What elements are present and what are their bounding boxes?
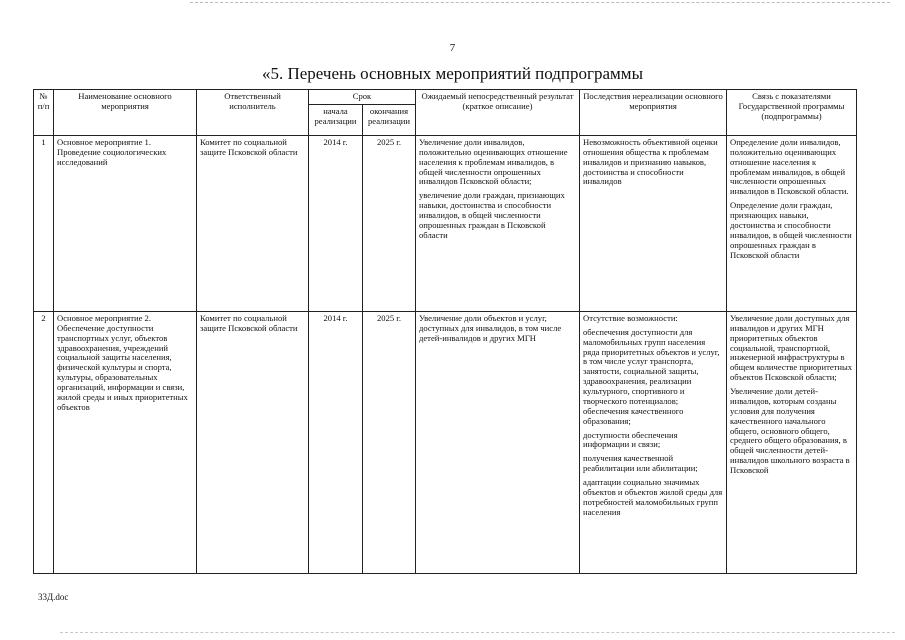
- link-paragraph: Увеличение доли детей-инвалидов, которым созданы условия для получения качественного начального общего, основного общего, среднего общего образования, в общей численности детей-инвалидов школьного возраста в Псковской: [730, 386, 850, 475]
- header-term-end: окончания реализации: [363, 104, 416, 135]
- row-result: [416, 135, 580, 311]
- header-term-start: начала реализации: [309, 104, 363, 135]
- page-title: «5. Перечень основных мероприятий подпрограммы: [261, 64, 643, 83]
- consequence-paragraph: Отсутствие возможности:: [583, 312, 678, 323]
- link-paragraph: Увеличение доли доступных для инвалидов и других МГН приоритетных объектов социальной, транспортной, инженерной инфраструктуры в общем количестве приоритетных объектов Псковской области;: [730, 312, 853, 383]
- row-start: 2014 г.: [309, 135, 363, 311]
- row-start: 2014 г.: [309, 311, 363, 573]
- consequence-paragraph: получения качественной реабилитации или абилитации;: [583, 453, 698, 474]
- header-executor: Ответственный исполнитель: [197, 90, 309, 136]
- consequence-paragraph: Невозможность объективной оценки отношения общества к проблемам инвалидов и признанию навыков, достоинства и способности инвалидов: [583, 136, 718, 187]
- header-consequences: Последствия нереализации основного мероприятия: [580, 90, 727, 136]
- table-row: [34, 135, 857, 311]
- result-paragraph: увеличение доли граждан, признающих навыки, достоинства и способности инвалидов, в общей численности опрошенных граждан в Псковской области: [419, 190, 565, 240]
- header-num: № п/п: [34, 90, 54, 136]
- link-paragraph: Определение доли инвалидов, положительно оценивающих отношение населения к проблемам инвалидов, в общей численности опрошенных инвалидов в Псковской области.: [730, 136, 849, 197]
- row-executor: Комитет по социальной защите Псковской области: [197, 311, 309, 573]
- table-row: [34, 311, 857, 573]
- result-paragraph: Увеличение доли инвалидов, положительно оценивающих отношение населения к проблемам инвалидов, в общей численности опрошенных инвалидов Псковской области;: [419, 136, 568, 187]
- scan-artifact-bottom: [60, 632, 895, 635]
- header-result: Ожидаемый непосредственный результат (краткое описание): [416, 90, 580, 136]
- header-term: Срок: [309, 90, 416, 105]
- row-consequences: [580, 311, 727, 573]
- row-name: Основное мероприятие 2. Обеспечение доступности транспортных услуг, объектов здравоохранения, учреждений социальной защиты населения, физической культуры и спорта, культуры, образовательных организаций, информации и связи, жилой среды и иных приоритетных объектов: [54, 311, 197, 573]
- row-consequences: [580, 135, 727, 311]
- header-link: Связь с показателями Государственной программы (подпрограммы): [727, 90, 857, 136]
- row-link: [727, 135, 857, 311]
- footer-filename: 33Д.doc: [38, 592, 69, 602]
- row-executor: Комитет по социальной защите Псковской области: [197, 135, 309, 311]
- row-num: 1: [34, 135, 54, 311]
- consequence-paragraph: обеспечения доступности для маломобильных групп населения ряда приоритетных объектов и услуг, в том числе услуг транспорта, занятости, социальной защиты, здравоохранения, реализации культурного, спортивного и творческого потенциалов; обеспечения качественного образования;: [583, 326, 720, 426]
- row-num: 2: [34, 311, 54, 573]
- row-end: 2025 г.: [363, 135, 416, 311]
- row-end: 2025 г.: [363, 311, 416, 573]
- result-paragraph: Увеличение доли объектов и услуг, доступных для инвалидов, в том числе детей-инвалидов и других МГН: [419, 312, 562, 343]
- header-name: Наименование основного мероприятия: [54, 90, 197, 136]
- consequence-paragraph: доступности обеспечения информации и связи;: [583, 429, 678, 450]
- page-number: 7: [449, 42, 456, 54]
- row-link: [727, 311, 857, 573]
- row-result: [416, 311, 580, 573]
- measures-table: [33, 89, 857, 574]
- row-name: Основное мероприятие 1. Проведение социологических исследований: [54, 135, 197, 311]
- scan-artifact-top: [190, 2, 890, 5]
- consequence-paragraph: адаптации социально значимых объектов и объектов жилой среды для потребностей маломобильных групп населения: [583, 477, 723, 517]
- link-paragraph: Определение доли граждан, признающих навыки, достоинства и способности инвалидов, в общей численности опрошенных граждан в Псковской области: [730, 200, 852, 260]
